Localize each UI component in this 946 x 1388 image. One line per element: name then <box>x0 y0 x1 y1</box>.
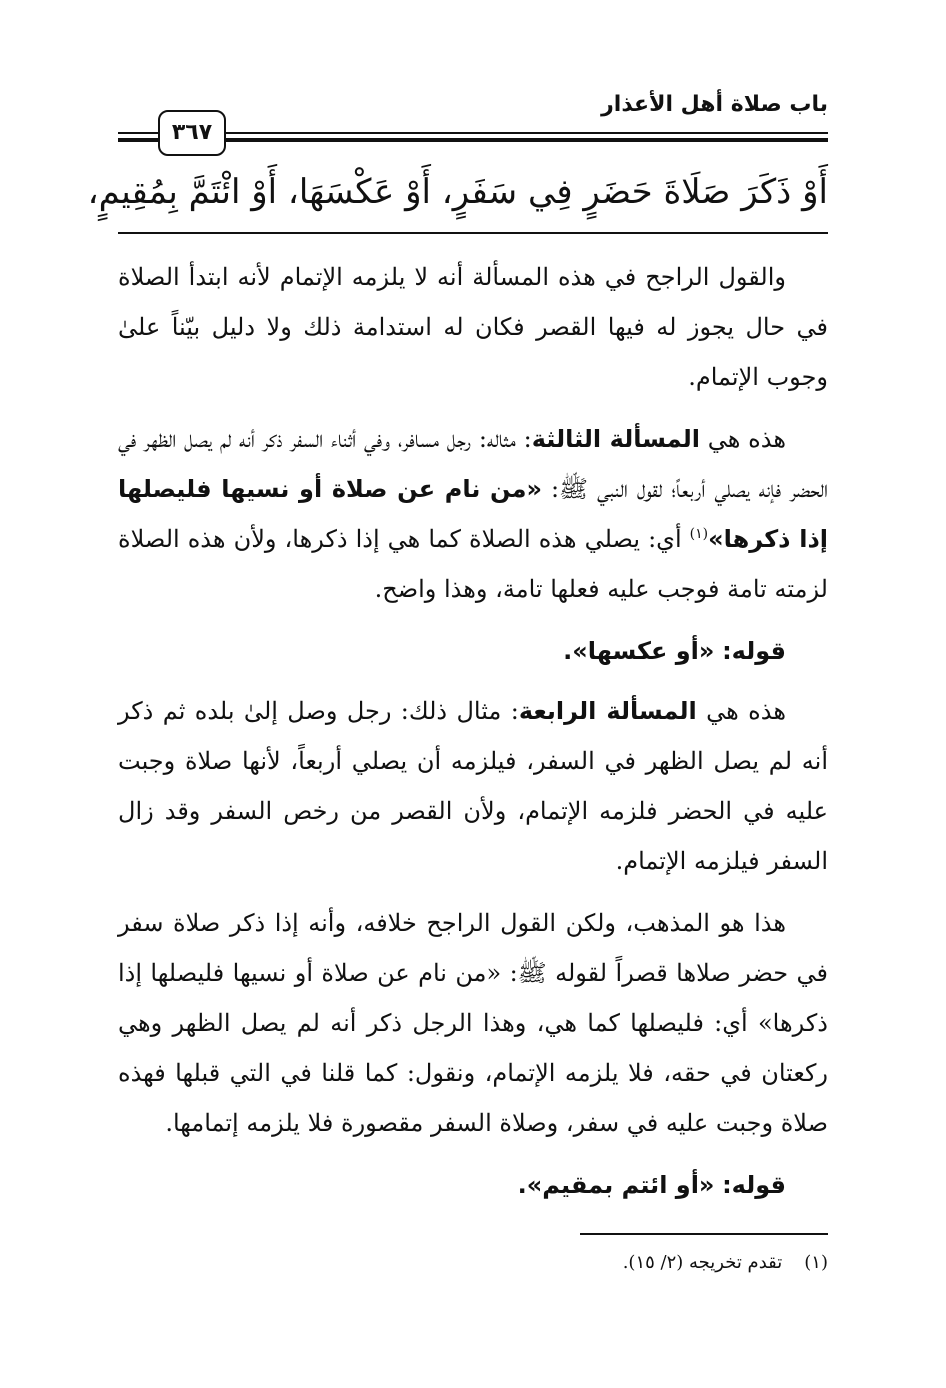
paragraph-2: هذه هي المسألة الثالثة: مثاله: رجل مسافر، وفي أثناء السفر ذكر أنه لم يصل الظهر في الحضر فإنه يصلي أربعاً؛ لقول النبي ﷺ: «من نام عن صلاة أو نسيها فليصلها إذا ذكرها»$^{(١)}$ أي: يصلي هذه الصلاة كما هي إذا ذكرها، ولأن هذه الصلاة لزمته تامة فوجب عليه فعلها تامة، وهذا واضح. <box>118 425 828 603</box>
qawl-quote: «أو ائتم بمقيم». <box>517 1171 715 1199</box>
qawl-1 <box>118 626 828 676</box>
matn-text: أَوْ ذَكَرَ صَلَاةَ حَضَرٍ فِي سَفَرٍ، أَوْ عَكْسَهَا، أَوْ ائْتَمَّ بِمُقِيمٍ، <box>87 172 828 212</box>
hadith-quote: «من نام عن صلاة أو نسيها فليصلها إذا ذكرها» <box>118 475 828 553</box>
footnote <box>623 1248 828 1278</box>
footnote-mark: (١) <box>804 1252 828 1273</box>
qawl-label: قوله: <box>722 1171 786 1199</box>
footnote-divider <box>580 1233 828 1235</box>
commentary-body <box>118 252 828 1220</box>
footnote-reference: (١) <box>689 526 709 542</box>
footnote-text: تقدم تخريجه (٢/ ١٥). <box>622 1252 783 1273</box>
issue-heading-fourth: المسألة الرابعة <box>518 697 697 725</box>
issue-heading-third: المسألة الثالثة <box>531 425 700 453</box>
chapter-title: باب صلاة أهل الأعذار <box>601 92 828 117</box>
matn-divider <box>118 232 828 234</box>
qawl-quote: «أو عكسها». <box>563 637 715 665</box>
qawl-label: قوله: <box>722 637 786 665</box>
paragraph-3: هذه هي المسألة الرابعة: مثال ذلك: رجل وصل إلىٰ بلده ثم ذكر أنه لم يصل الظهر في السفر، فيلزمه أن يصلي أربعاً، لأنها صلاة وجبت عليه في الحضر فلزمه الإتمام، ولأن القصر من رخص السفر وقد زال السفر فيلزمه الإتمام. <box>118 697 828 875</box>
qawl-2 <box>118 1160 828 1210</box>
page-number: ٣٦٧ <box>158 110 226 156</box>
paragraph-1: والقول الراجح في هذه المسألة أنه لا يلزمه الإتمام لأنه ابتدأ الصلاة في حال يجوز له فيها القصر فكان له استدامة ذلك ولا دليل بيّناً علىٰ وجوب الإتمام. <box>118 263 828 391</box>
paragraph-4: هذا هو المذهب، ولكن القول الراجح خلافه، وأنه إذا ذكر صلاة سفر في حضر صلاها قصراً لقوله ﷺ: «من نام عن صلاة أو نسيها فليصلها إذا ذكرها» أي: فليصلها كما هي، وهذا الرجل ذكر أنه لم يصل الظهر وهي ركعتان في حقه، فلا يلزمه الإتمام، ونقول: كما قلنا في التي قبلها فهذه صلاة وجبت عليه في سفر، وصلاة السفر مقصورة فلا يلزمه إتمامها. <box>118 909 828 1137</box>
